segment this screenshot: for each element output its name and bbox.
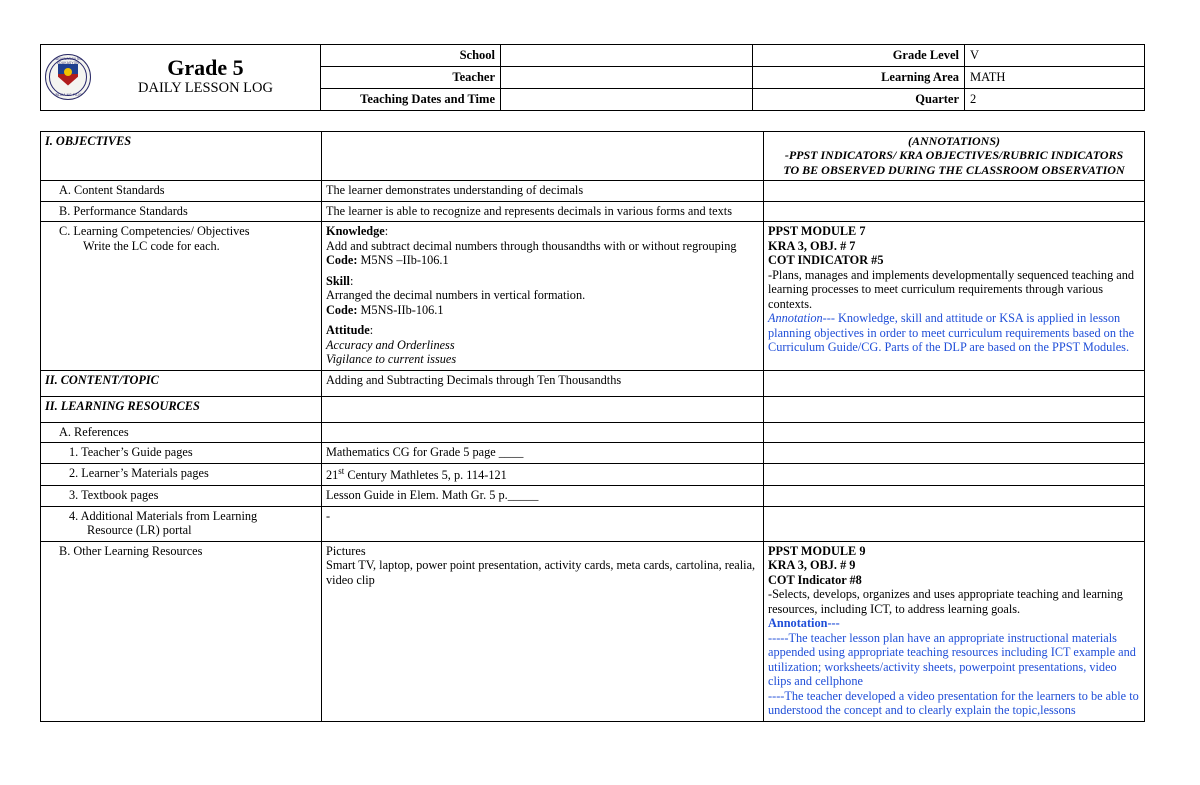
references-annotation	[764, 422, 1145, 443]
other-resources-value-line2: Smart TV, laptop, power point presentation, activity cards, meta cards, cartolina, realia, video clip	[326, 558, 756, 587]
value-quarter[interactable]: 2	[965, 89, 1145, 111]
competencies-label-line1: C. Learning Competencies/ Objectives	[59, 224, 250, 239]
annotation-label: Annotation-	[768, 311, 827, 326]
lesson-log-table	[40, 131, 1145, 722]
logo-title-cell	[41, 45, 321, 111]
seal-bottom-text: REPUBLIKA NG PILIPINAS	[46, 92, 90, 97]
performance-standards-label: B. Performance Standards	[41, 201, 322, 222]
attitude-label: Attitude	[326, 323, 370, 338]
other-resources-value	[322, 541, 764, 721]
annotations-header-line3: TO BE OBSERVED DURING THE CLASSROOM OBSERVATION	[783, 162, 1125, 177]
other-resources-label: B. Other Learning Resources	[41, 541, 322, 721]
competencies-annotation-body: -Plans, manages and implements developmentally sequenced teaching and learning processes to meet curriculum requirements through various contexts.	[768, 267, 1135, 311]
skill-code-label: Code:	[326, 302, 358, 317]
content-topic-value: Adding and Subtracting Decimals through Ten Thousandths	[322, 370, 764, 396]
other-resources-annotation-blue-2: ----The teacher developed a video presentation for the learners to be able to understood the concept and to clearly explain the topic,lessons	[768, 688, 1139, 718]
other-resources-annotation-body: -Selects, develops, organizes and uses appropriate teaching and learning resources, including ICT, to address learning goals.	[768, 587, 1123, 616]
knowledge-code: M5NS –IIb-106.1	[360, 253, 449, 268]
annotations-header	[764, 132, 1145, 181]
teachers-guide-annotation	[764, 443, 1145, 464]
learners-materials-value: 21st Century Mathletes 5, p. 114-121	[322, 463, 764, 486]
table-row-content-topic	[41, 370, 1145, 396]
teachers-guide-label: 1. Teacher’s Guide pages	[41, 443, 322, 464]
seal-top-text: KAGAWARAN NG EDUKASYON	[53, 56, 83, 65]
grade-title: Grade 5	[167, 54, 244, 80]
annotation-blue-text: -- Knowledge, skill and attitude or KSA is applied in lesson planning objectives in order to meet curriculum requirements based on the Curriculum Guide/CG. Parts of the DLP are based on the PPST Modules.	[768, 311, 1135, 355]
competencies-label-line2: Write the LC code for each.	[83, 238, 220, 253]
label-grade-level: Grade Level	[753, 45, 965, 67]
additional-materials-label-line1: 4. Additional Materials from Learning	[69, 508, 258, 523]
table-row-learners-materials	[41, 463, 1145, 486]
value-learning-area[interactable]: MATH	[965, 67, 1145, 89]
learners-materials-annotation	[764, 463, 1145, 486]
table-row-references	[41, 422, 1145, 443]
value-teacher[interactable]	[501, 67, 753, 89]
competencies-value: Knowledge: Add and subtract decimal numbers through thousandths with or without regrouping Code: M5NS –IIb-106.1 Skill: Arranged the decimal numbers in vertical formation. Code: M5NS-IIb-106.1 Attitude: Accuracy and Orderliness Vigilance to current issues	[322, 222, 764, 371]
value-grade-level[interactable]: V	[965, 45, 1145, 67]
performance-standards-value: The learner is able to recognize and represents decimals in various forms and texts	[322, 201, 764, 222]
cot-indicator-8: COT Indicator #8	[768, 572, 862, 587]
attitude-text-1: Accuracy and Orderliness	[326, 337, 455, 352]
textbook-value: Lesson Guide in Elem. Math Gr. 5 p._____	[322, 486, 764, 507]
other-resources-annotation	[764, 541, 1145, 721]
table-row-teachers-guide	[41, 443, 1145, 464]
objectives-value	[322, 132, 764, 181]
other-resources-value-line1: Pictures	[326, 543, 366, 558]
document-title: DAILY LESSON LOG	[138, 80, 273, 97]
deped-seal-icon	[45, 54, 91, 100]
textbook-annotation	[764, 486, 1145, 507]
textbook-label: 3. Textbook pages	[41, 486, 322, 507]
additional-materials-label	[41, 506, 322, 541]
references-value	[322, 422, 764, 443]
table-row-performance-standards	[41, 201, 1145, 222]
label-teacher: Teacher	[321, 67, 501, 89]
competencies-label	[41, 222, 322, 371]
label-learning-area: Learning Area	[753, 67, 965, 89]
knowledge-label: Knowledge	[326, 224, 385, 239]
ppst-module-9: PPST MODULE 9	[768, 543, 866, 558]
other-resources-annotation-label: Annotation---	[768, 616, 840, 631]
content-standards-value: The learner demonstrates understanding of decimals	[322, 181, 764, 202]
learners-materials-label: 2. Learner’s Materials pages	[41, 463, 322, 486]
objectives-label: I. OBJECTIVES	[41, 132, 322, 181]
table-row-additional-materials	[41, 506, 1145, 541]
skill-text: Arranged the decimal numbers in vertical formation.	[326, 288, 586, 303]
value-school[interactable]	[501, 45, 753, 67]
content-standards-label: A. Content Standards	[41, 181, 322, 202]
header-table	[40, 44, 1145, 111]
learning-resources-annotation	[764, 396, 1145, 422]
additional-materials-label-line2: Resource (LR) portal	[87, 523, 192, 538]
table-row-objectives	[41, 132, 1145, 181]
skill-label: Skill	[326, 273, 350, 288]
dll-header	[40, 44, 1144, 111]
other-resources-annotation-blue-1: -----The teacher lesson plan have an appropriate instructional materials appended using appropriate teaching resources including ICT example and utilization; worksheets/activity sheets, powerpoint presentations, video clips and cellphone	[768, 630, 1136, 689]
cot-indicator-5: COT INDICATOR #5	[768, 253, 884, 268]
content-standards-annotation	[764, 181, 1145, 202]
kra-obj-7: KRA 3, OBJ. # 7	[768, 238, 856, 253]
learning-resources-label: II. LEARNING RESOURCES	[41, 396, 322, 422]
dll-body	[40, 131, 1144, 722]
table-row-learning-resources	[41, 396, 1145, 422]
teachers-guide-value: Mathematics CG for Grade 5 page ____	[322, 443, 764, 464]
competencies-annotation	[764, 222, 1145, 371]
attitude-text-2: Vigilance to current issues	[326, 352, 457, 367]
table-row-textbook	[41, 486, 1145, 507]
table-row-competencies	[41, 222, 1145, 371]
ppst-module-7: PPST MODULE 7	[768, 224, 866, 239]
label-school: School	[321, 45, 501, 67]
references-label: A. References	[41, 422, 322, 443]
content-topic-label: II. CONTENT/TOPIC	[41, 370, 322, 396]
skill-code: M5NS-IIb-106.1	[360, 302, 444, 317]
table-row-other-resources	[41, 541, 1145, 721]
knowledge-code-label: Code:	[326, 253, 358, 268]
content-topic-annotation	[764, 370, 1145, 396]
knowledge-text: Add and subtract decimal numbers through thousandths with or without regrouping	[326, 238, 737, 253]
kra-obj-9: KRA 3, OBJ. # 9	[768, 558, 856, 573]
annotations-header-line1: (ANNOTATIONS)	[907, 134, 1000, 148]
performance-standards-annotation	[764, 201, 1145, 222]
additional-materials-value: -	[322, 506, 764, 541]
label-quarter: Quarter	[753, 89, 965, 111]
value-teaching-dates[interactable]	[501, 89, 753, 111]
annotations-header-line2: -PPST INDICATORS/ KRA OBJECTIVES/RUBRIC INDICATORS	[784, 148, 1124, 163]
learning-resources-value	[322, 396, 764, 422]
table-row-content-standards	[41, 181, 1145, 202]
additional-materials-annotation	[764, 506, 1145, 541]
label-teaching-dates: Teaching Dates and Time	[321, 89, 501, 111]
